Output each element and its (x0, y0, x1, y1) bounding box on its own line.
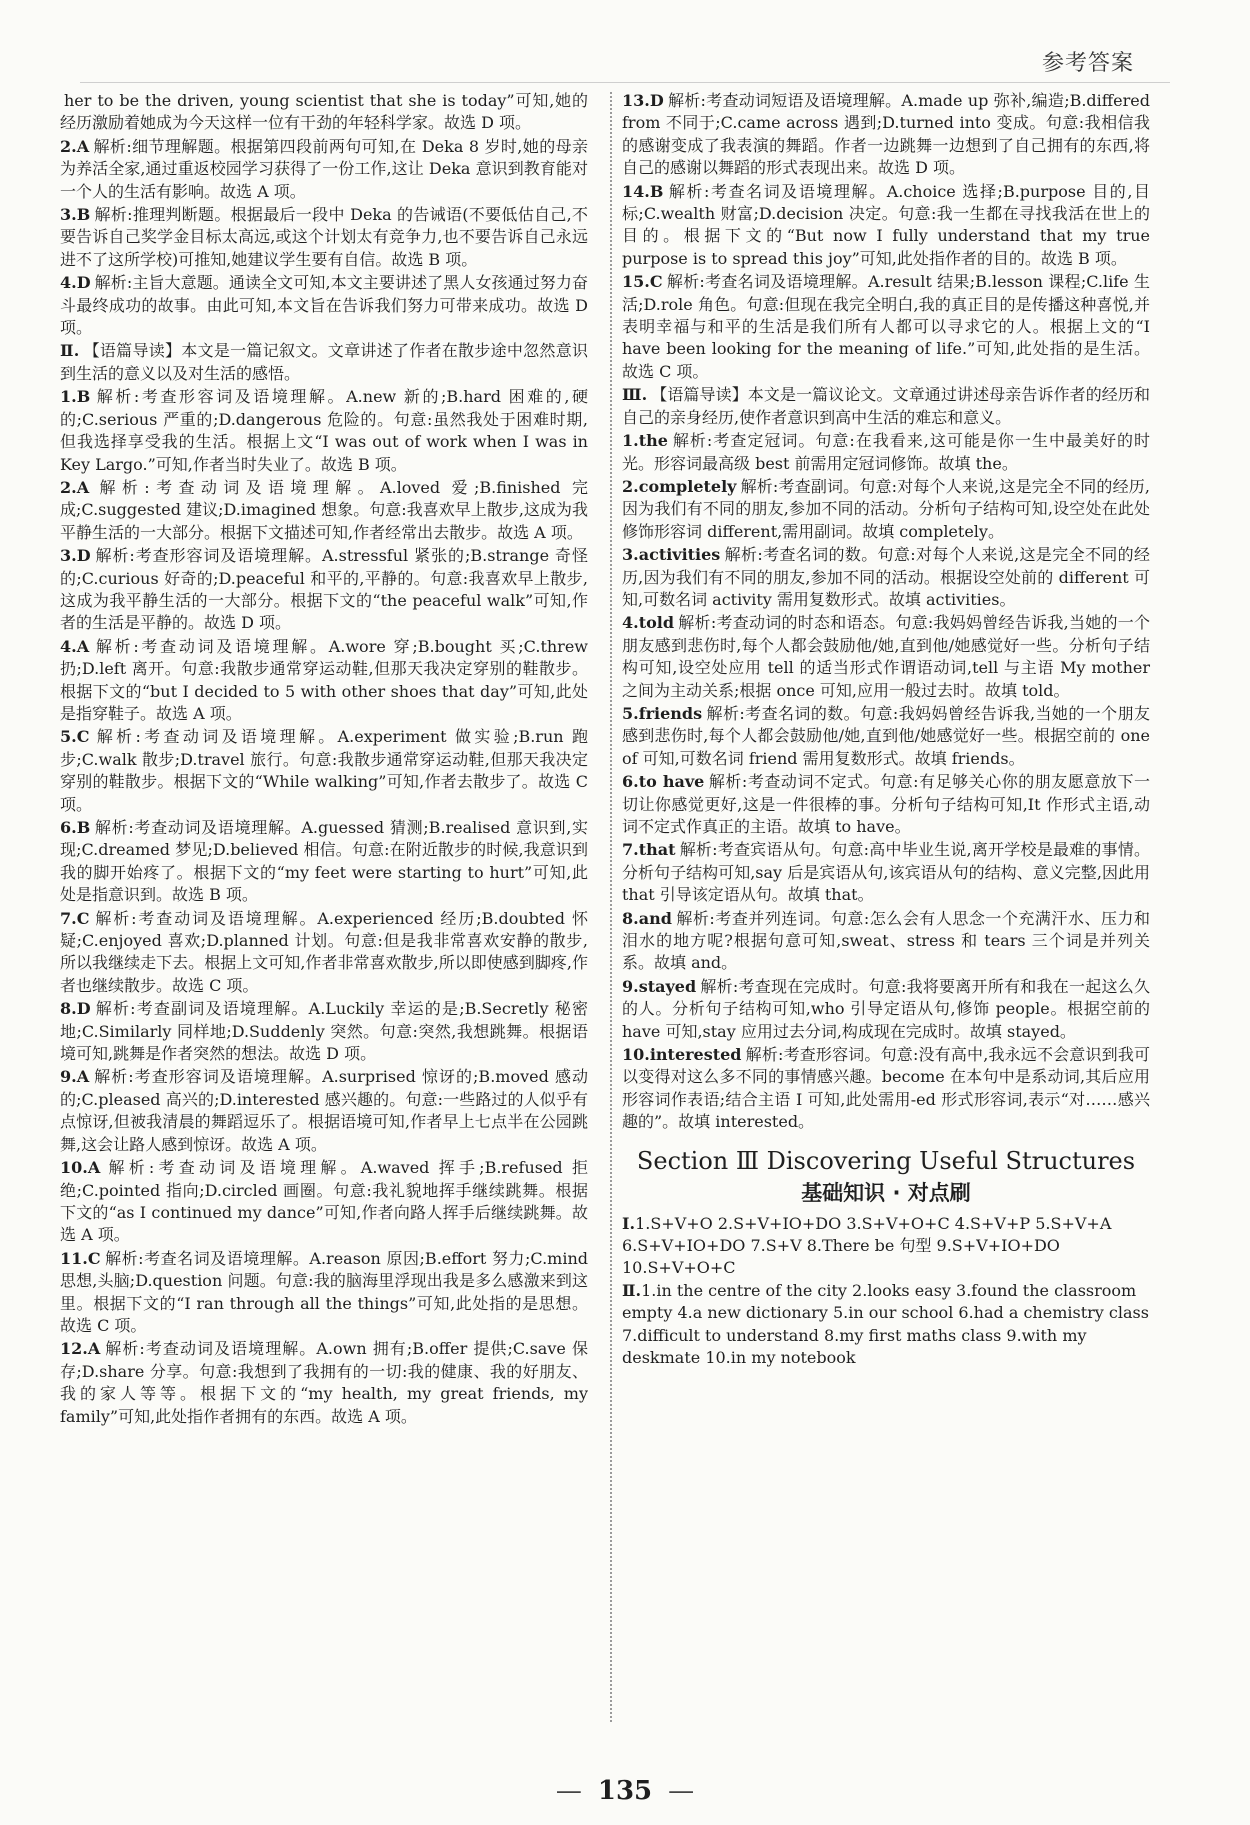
answer-entry (60, 1248, 588, 1338)
answer-entry-number: 8.D (60, 999, 91, 1019)
answer-entry-number: 14.B (622, 181, 664, 201)
answer-entry (622, 612, 1150, 702)
answer-entry-text: 解析:考查现在完成时。句意:我将要离开所有和我在一起这么久的人。分析句子结构可知,who 引导定语从句,修饰 people。根据空前的 have 可知,stay 应用过去分词,构成现在完成时。故填 stayed。 (622, 976, 1150, 1041)
answer-entry-number: 2.A (60, 477, 90, 497)
answer-entry (60, 636, 588, 726)
answer-entry-number: 2.A (60, 136, 90, 156)
answer-entry-text: 解析:考查动词及语境理解。A.loved 爱;B.finished 完成;C.suggested 建议;D.imagined 想象。句意:我喜欢早上散步,这成为我平静生活的一大部分。根据下文描述可知,作者经常出去散步。故选 A 项。 (60, 477, 588, 542)
answer-entry-text: 解析:细节理解题。根据第四段前两句可知,在 Deka 8 岁时,她的母亲为养活全家,通过重返校园学习获得了一份工作,这让 Deka 意识到教育能对一个人的生活有影响。故选 A 项。 (60, 136, 588, 201)
left-column (60, 90, 588, 1429)
answer-entry-text: 解析:考查动词短语及语境理解。A.made up 弥补,编造;B.differed from 不同于;C.came across 遇到;D.turned into 变成。句意:我相信我的感谢变成了我表演的舞蹈。作者一边跳舞一边想到了自己拥有的东西,将自己的感谢以舞蹈的形式表现出来。故选 D 项。 (622, 91, 1150, 178)
column-divider (610, 92, 612, 1722)
answer-entry (622, 181, 1150, 271)
answer-entry-text: 解析:考查名词的数。句意:对每个人来说,这是完全不同的经历,因为我们有不同的朋友,参加不同的活动。根据设空处前的 different 可知,可数名词 activity 需用复数形式。故填 activities。 (622, 545, 1150, 609)
answer-entry (60, 545, 588, 635)
answer-entry-number: 7.that (622, 840, 676, 860)
right-column (622, 90, 1150, 1369)
answer-entry (622, 384, 1150, 429)
answer-entry-number: 1.B (60, 387, 91, 407)
page-header-title: 参考答案 (1041, 51, 1134, 76)
answer-entry (622, 1044, 1150, 1134)
answer-entry-number: 9.A (60, 1067, 90, 1087)
answer-entry-text: 解析:考查定冠词。句意:在我看来,这可能是你一生中最美好的时光。形容词最高级 best 前需用定冠词修饰。故填 the。 (622, 431, 1150, 473)
page-number-value: 135 (597, 1776, 653, 1806)
answer-entry (622, 908, 1150, 975)
answer-block (622, 1213, 1150, 1370)
answer-entry-text: 解析:考查动词及语境理解。A.own 拥有;B.offer 提供;C.save 保存;D.share 分享。句意:我想到了我拥有的一切:我的健康、我的好朋友、我的家人等等。根据下文的“my health, my great friends, my family”可知,此处指作者拥有的东西。故选 A 项。 (60, 1339, 588, 1426)
answer-entry (60, 726, 588, 816)
answer-entry-number: 15.C (622, 272, 663, 292)
answer-entry-text: 解析:考查形容词。句意:没有高中,我永远不会意识到我可以变得对这么多不同的事情感兴趣。become 在本句中是系动词,其后应用形容词作表语;结合主语 I 可知,此处需用-ed 形式形容词,表示“对……感兴趣的”。故填 interested。 (622, 1045, 1150, 1132)
answer-entry (622, 90, 1150, 180)
answer-entry-text: 解析:考查动词及语境理解。A.waved 挥手;B.refused 拒绝;C.pointed 指向;D.circled 画圈。句意:我礼貌地挥手继续跳舞。根据下文的“as I continued my dance”可知,作者向路人挥手后继续跳舞。故选 A 项。 (60, 1158, 588, 1245)
answer-entry-number: Ⅱ. (60, 341, 80, 361)
answer-part-1-text: 1.S+V+O 2.S+V+IO+DO 3.S+V+O+C 4.S+V+P 5.S+V+A 6.S+V+IO+DO 7.S+V 8.There be 句型 9.S+V+IO+DO 10.S+V+O+C (622, 1213, 1112, 1278)
answer-entry-number: 3.B (60, 205, 91, 225)
answer-entry-number: 5.friends (622, 703, 703, 723)
answer-entry-number: 11.C (60, 1248, 101, 1268)
answer-part-2-text: 1.in the centre of the city 2.looks easy 3.found the classroom empty 4.a new dictionary 5.in our school 6.had a chemistry class 7.difficult to understand 8.my first maths class 9.with my deskmate 10.in my notebook (622, 1280, 1149, 1367)
answer-entry-number: 12.A (60, 1339, 101, 1359)
answer-entry-number: Ⅲ. (622, 385, 648, 405)
answer-entry-number: 5.C (60, 727, 90, 747)
answer-entry (60, 340, 588, 385)
answer-entry-text: 解析:考查形容词及语境理解。A.stressful 紧张的;B.strange 奇怪的;C.curious 好奇的;D.peaceful 和平的,平静的。句意:我喜欢早上散步,这成为我平静生活的一大部分。根据下文的“the peaceful walk”可知,作者的生活是平静的。故选 D 项。 (60, 546, 588, 633)
answer-entry-text: 解析:推理判断题。根据最后一段中 Deka 的告诫语(不要低估自己,不要告诉自己奖学金目标太高远,或这个计划太有竞争力,也不要告诉自己永远进不了这所学校)可推知,她建议学生要有自信。故选 B 项。 (60, 205, 588, 269)
answer-entry-number: 9.stayed (622, 976, 697, 996)
answer-entry (60, 204, 588, 271)
answer-entry-number: 4.D (60, 273, 91, 293)
answer-entry (622, 271, 1150, 383)
right-entries (622, 90, 1150, 1134)
answer-entry-text: 解析:考查名词及语境理解。A.reason 原因;B.effort 努力;C.mind 思想,头脑;D.question 问题。句意:我的脑海里浮现出我是多么感激来到这里。根据下文的“I ran through all the things”可知,此处指的是思想。故选 C 项。 (60, 1248, 588, 1335)
answer-entry (622, 703, 1150, 770)
section-subheading: 基础知识 · 对点刷 (801, 1181, 971, 1206)
header-rule (80, 82, 1170, 83)
answer-entry (60, 272, 588, 339)
answer-entry-number: 1.the (622, 431, 668, 451)
answer-entry (60, 1066, 588, 1156)
answer-entry-text: 【语篇导读】本文是一篇议论文。文章通过讲述母亲告诉作者的经历和自己的亲身经历,使作者意识到高中生活的难忘和意义。 (622, 385, 1150, 427)
answer-entry-text: 解析:考查形容词及语境理解。A.new 新的;B.hard 困难的,硬的;C.serious 严重的;D.dangerous 危险的。句意:虽然我处于困难时期,但我选择享受我的生活。根据上文“I was out of work when I was in Key Largo.”可知,作者当时失业了。故选 B 项。 (60, 387, 588, 474)
answer-entry-number: 4.told (622, 613, 675, 633)
answer-entry (622, 476, 1150, 543)
answer-entry-text: 解析:考查名词的数。句意:我妈妈曾经告诉我,当她的一个朋友感到悲伤时,每个人都会鼓励他/她,直到他/她感觉好一些。根据空前的 one of 可知,可数名词 friend 需用复数形式。故填 friends。 (622, 703, 1150, 768)
answer-entry (622, 544, 1150, 611)
answer-entry (622, 430, 1150, 475)
answer-entry-text: 解析:考查动词及语境理解。A.experiment 做实验;B.run 跑步;C.walk 散步;D.travel 旅行。句意:我散步通常穿运动鞋,但那天我决定穿别的鞋散步。根据下文的“While walking”可知,作者去散步了。故选 C 项。 (60, 727, 588, 814)
answer-entry (60, 908, 588, 998)
answer-entry-number: 7.C (60, 908, 90, 928)
answer-entry-text: 解析:考查副词及语境理解。A.Luckily 幸运的是;B.Secretly 秘密地;C.Similarly 同样地;D.Suddenly 突然。句意:突然,我想跳舞。根据语境可知,跳舞是作者突然的想法。故选 D 项。 (60, 999, 588, 1064)
answer-entry-text: 解析:考查副词。句意:对每个人来说,这是完全不同的经历,因为我们有不同的朋友,参加不同的活动。分析句子结构可知,设空处在此处修饰形容词 different,需用副词。故填 completely。 (622, 476, 1150, 541)
answer-entry-number: 8.and (622, 908, 672, 928)
answer-entry-number: 10.interested (622, 1045, 742, 1065)
answer-entry (60, 1157, 588, 1247)
answer-entry (60, 386, 588, 476)
answer-entry-text: 解析:考查名词及语境理解。A.choice 选择;B.purpose 目的,目标;C.wealth 财富;D.decision 决定。句意:我一生都在寻找我活在世上的目的。根据下文的“But now I fully understand that my true purpose is to spread this joy”可知,此处指作者的目的。故选 B 项。 (622, 181, 1150, 268)
answer-entry (622, 976, 1150, 1043)
answer-entry-text: 解析:考查形容词及语境理解。A.surprised 惊讶的;B.moved 感动的;C.pleased 高兴的;D.interested 感兴趣的。句意:一些路过的人似乎有点惊讶,但被我清晨的舞蹈逗乐了。根据语境可知,作者早上七点半在公园跳舞,这会让路人感到惊讶。故选 A 项。 (60, 1067, 588, 1154)
answer-entry-text: her to be the driven, young scientist that she is today”可知,她的经历激励着她成为今天这样一位有干劲的年轻科学家。故选 D 项。 (60, 91, 588, 133)
answer-entry-text: 解析:考查动词及语境理解。A.wore 穿;B.bought 买;C.threw 扔;D.left 离开。句意:我散步通常穿运动鞋,但那天我决定穿别的鞋散步。根据下文的“but I decided to 5 with other shoes that day”可知,此处是指穿鞋子。故选 A 项。 (60, 636, 588, 723)
answer-entry (60, 90, 588, 135)
answer-entry-text: 解析:考查动词及语境理解。A.guessed 猜测;B.realised 意识到,实现;C.dreamed 梦见;D.believed 相信。句意:在附近散步的时候,我意识到我的脚开始疼了。根据下文的“my feet were starting to hurt”可知,此处是指意识到。故选 B 项。 (60, 818, 588, 905)
answer-part-1-label: Ⅰ. (622, 1213, 636, 1233)
answer-entry-text: 解析:考查宾语从句。句意:高中毕业生说,离开学校是最难的事情。分析句子结构可知,say 后是宾语从句,该宾语从句的结构、意义完整,因此用 that 引导该定语从句。故填 that。 (622, 840, 1150, 905)
answer-part-2-label: Ⅱ. (622, 1280, 642, 1300)
answer-entry (60, 136, 588, 203)
answer-entry-number: 13.D (622, 91, 664, 110)
answer-entry (622, 839, 1150, 906)
answer-entry-number: 4.A (60, 636, 90, 656)
answer-entry (60, 817, 588, 907)
answer-part-1 (622, 1213, 1150, 1280)
answer-entry-text: 【语篇导读】本文是一篇记叙文。文章讲述了作者在散步途中忽然意识到生活的意义以及对生活的感悟。 (60, 341, 588, 383)
answer-entry-text: 解析:考查名词及语境理解。A.result 结果;B.lesson 课程;C.life 生活;D.role 角色。句意:但现在我完全明白,我的真正目的是传播这种喜悦,并表明幸福与和平的生活是我们所有人都可以寻求它的人。根据上文的“I have been looking for the meaning of life.”可知,此处指的是生活。故选 C 项。 (622, 272, 1150, 381)
answer-entry-number: 3.activities (622, 545, 721, 565)
page-number: — 135 — (555, 1776, 695, 1806)
answer-entry (60, 477, 588, 544)
answer-entry-number: 2.completely (622, 476, 737, 496)
answer-part-2 (622, 1280, 1150, 1370)
answer-entry-text: 解析:考查动词及语境理解。A.experienced 经历;B.doubted 怀疑;C.enjoyed 喜欢;D.planned 计划。句意:但是我非常喜欢安静的散步,所以我继续走下去。根据上文可知,作者非常喜欢散步,所以即使感到脚疼,作者也继续散步。故选 C 项。 (60, 908, 588, 995)
answer-entry (622, 771, 1150, 838)
answer-entry-text: 解析:考查并列连词。句意:怎么会有人思念一个充满汗水、压力和泪水的地方呢?根据句意可知,sweat、stress 和 tears 三个词是并列关系。故填 and。 (622, 908, 1150, 973)
answer-entry (60, 1338, 588, 1428)
answer-entry-number: 3.D (60, 546, 91, 566)
section-heading: Section Ⅲ Discovering Useful Structures (636, 1146, 1136, 1175)
answer-entry-text: 解析:考查动词不定式。句意:有足够关心你的朋友愿意放下一切让你感觉更好,这是一件很棒的事。分析句子结构可知,It 作形式主语,动词不定式作真正的主语。故填 to have。 (622, 772, 1150, 836)
answer-entry-text: 解析:主旨大意题。通读全文可知,本文主要讲述了黑人女孩通过努力奋斗最终成功的故事。由此可知,本文旨在告诉我们努力可带来成功。故选 D 项。 (60, 273, 588, 338)
answer-entry-number: 6.B (60, 818, 91, 837)
answer-entry-text: 解析:考查动词的时态和语态。句意:我妈妈曾经告诉我,当她的一个朋友感到悲伤时,每个人都会鼓励他/她,直到他/她感觉好一些。分析句子结构可知,设空处应用 tell 的适当形式作谓语动词,tell 与主语 My mother 之间为主动关系;根据 once 可知,应用一般过去时。故填 told。 (622, 613, 1150, 700)
answer-entry-number: 10.A (60, 1158, 101, 1178)
answer-entry-number: 6.to have (622, 772, 705, 792)
answer-entry (60, 998, 588, 1065)
